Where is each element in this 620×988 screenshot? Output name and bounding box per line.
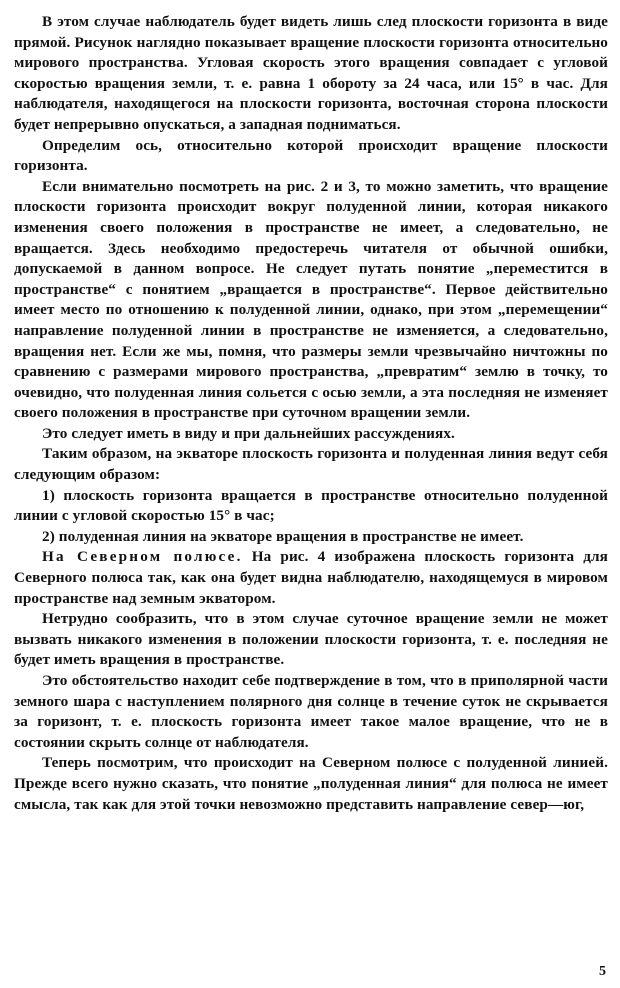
list-item-1: 1) плоскость горизонта вращается в пространстве относительно полуденной линии с угловой скоростью 15° в час; — [14, 486, 608, 525]
paragraph-meridian-line: Если внимательно посмотреть на рис. 2 и 3, то можно заметить, что вращение плоскости горизонта происходит вокруг полуденной линии, которая никакого изменения своего положения в пространстве не имеет, а следовательно, не вращается. Здесь необходимо предостеречь читателя от обычной ошибки, допускаемой в данном вопросе. Не следует путать понятие „переместится в пространстве“ с понятием „вращается в пространстве“. Первое действительно имеет место по отношению к полуденной линии, однако, при этом „перемещении“ направление полуденной линии в пространстве не изменяется, а следовательно, вращения нет. Если же мы, помня, что размеры земли чрезвычайно ничтожны по сравнению с размерами мирового пространства, „превратим“ землю в точку, то очевидно, что полуденная линия сольется с осью земли, а эта последняя не изменяет своего положения в пространстве при суточном вращении земли. — [14, 177, 608, 422]
paragraph-rotation-axis: Определим ось, относительно которой происходит вращение плоскости горизонта. — [14, 136, 608, 175]
section-heading-north-pole: На Северном полюсе. — [42, 548, 243, 566]
list-item-2: 2) полуденная линия на экваторе вращения в пространстве не имеет. — [42, 527, 524, 545]
north-pole-text: На рис. 4 изображена плоскость горизонта для Северного полюса так, как она будет видна наблюдателю, находящемуся в мировом пространстве над земным экватором. — [14, 548, 608, 607]
paragraph-keep-in-mind: Это следует иметь в виду и при дальнейших рассуждениях. — [42, 424, 455, 442]
paragraph-horizon-trace: В этом случае наблюдатель будет видеть лишь след плоскости горизонта в виде прямой. Рисунок наглядно показывает вращение плоскости горизонта относительно мирового пространства. Угловая скорость этого вращения совпадает с угловой скоростью вращения земли, т. е. равна 1 обороту за 24 часа, или 15° в час. Для наблюдателя, находящегося на плоскости горизонта, восточная сторона плоскости будет непрерывно опускаться, а западная подниматься. — [14, 13, 608, 133]
paragraph-equator-summary: Таким образом, на экваторе плоскость горизонта и полуденная линия ведут себя следующим образом: — [14, 445, 608, 484]
paragraph-north-pole — [14, 547, 608, 609]
page-number: 5 — [599, 964, 606, 979]
paragraph-polar-day: Это обстоятельство находит себе подтверждение в том, что в приполярной части земного шара с наступлением полярного дня солнце в течение суток не скрывается за горизонт, т. е. плоскость горизонта имеет такое малое вращение, что не в состоянии скрыть солнце от наблюдателя. — [14, 672, 608, 751]
paragraph-pole-meridian: Теперь посмотрим, что происходит на Северном полюсе с полуденной линией. Прежде всего нужно сказать, что понятие „полуденная линия“ для полюса не имеет смысла, так как для этой точки невозможно представить направление север—юг, — [14, 754, 608, 813]
paragraph-no-rotation: Нетрудно сообразить, что в этом случае суточное вращение земли не может вызвать никакого изменения в положении плоскости горизонта, т. е. последняя не будет иметь вращения в пространстве. — [14, 610, 608, 669]
